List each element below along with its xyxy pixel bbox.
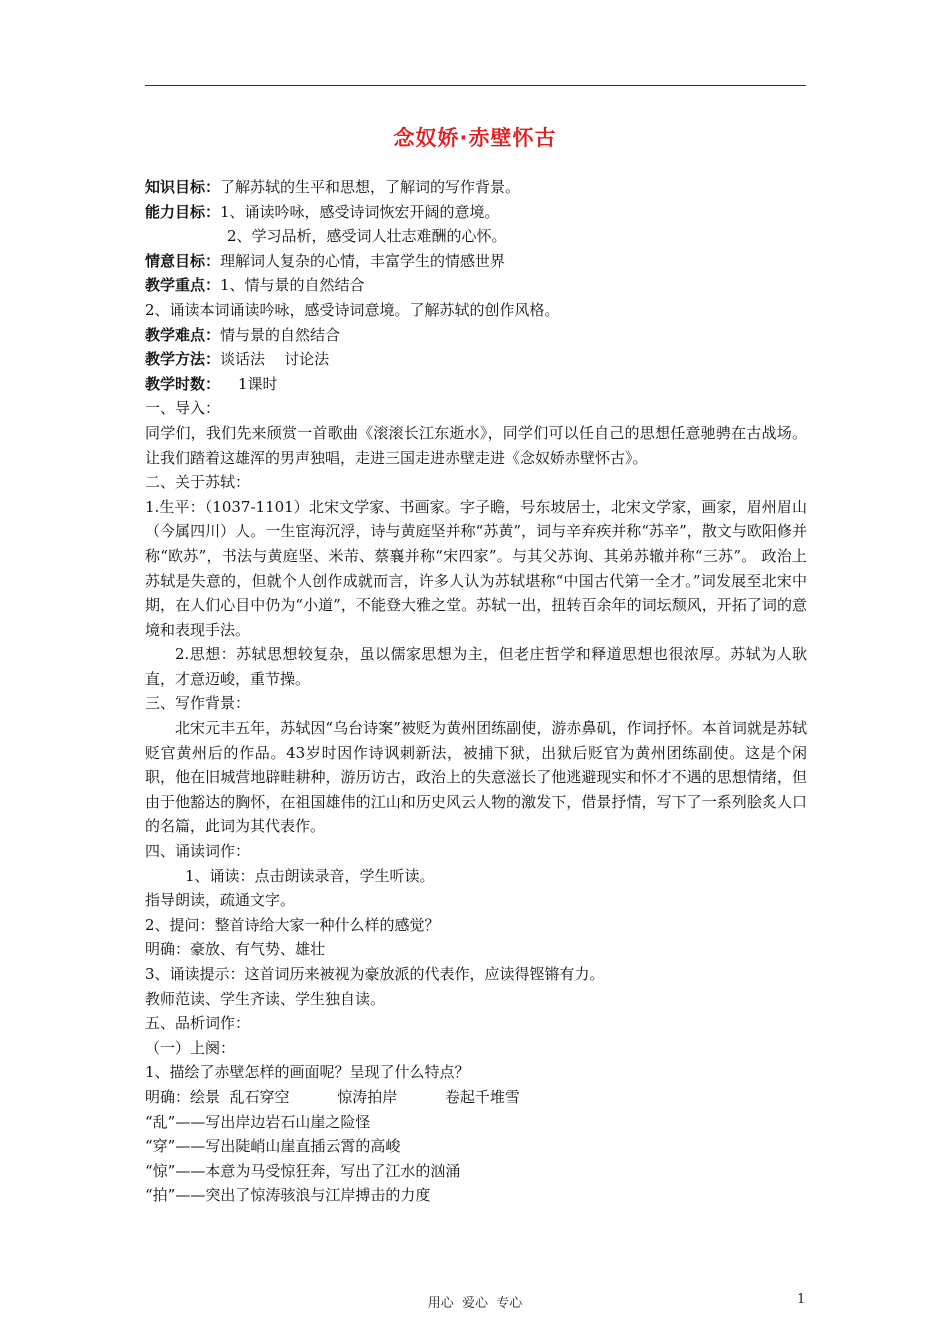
analysis-heading: 五、品析词作： — [145, 1014, 251, 1033]
teaching-focus — [145, 273, 807, 298]
page-number: 1 — [797, 1292, 806, 1307]
method-label: 教学方法： — [145, 350, 221, 369]
word-analysis-1: “乱”——写出岸边岩石山崖之险怪 — [145, 1112, 371, 1131]
reading-item-2: 2、提问：整首诗给大家一种什么样的感觉？ — [145, 915, 440, 934]
ability-label: 能力目标： — [145, 202, 221, 221]
focus-label: 教学重点： — [145, 276, 221, 295]
reading-guide: 指导朗读，疏通文字。 — [145, 891, 296, 910]
ability-text-2: 2、学习品析，感受词人壮志难酬的心怀。 — [227, 227, 507, 246]
knowledge-label: 知识目标： — [145, 178, 221, 196]
header-rule — [145, 85, 806, 86]
reading-modes: 教师范读、学生齐读、学生独自读。 — [145, 989, 386, 1008]
focus-text-1: 1、情与景的自然结合 — [220, 276, 365, 295]
document-body — [145, 175, 807, 1208]
teaching-method — [145, 347, 807, 372]
intro-heading: 一、导入： — [145, 399, 221, 418]
thought-paragraph: 2.思想：苏轼思想较复杂，虽以儒家思想为主，但老庄哲学和释道思想也很浓厚。苏轼为人耿直，才意迈峻，重节操。 — [145, 645, 807, 688]
footer-motto: 用心 爱心 专心 — [427, 1296, 523, 1311]
hours-label: 教学时数： — [145, 374, 221, 393]
background-paragraph: 北宋元丰五年，苏轼因“乌台诗案”被贬为黄州团练副使，游赤鼻矶，作词抒怀。本首词就是苏轼贬官黄州后的作品。43岁时因作诗讽刺新法，被捕下狱，出狱后贬官为黄州团练副使。这是个闲职，他在旧城营地辟畦耕种，游历访古，政治上的失意滋长了他逃避现实和怀才不遇的思想情绪，但由于他豁达的胸怀，在祖国雄伟的江山和历史风云人物的激发下，借景抒情，写下了一系列脍炙人口的名篇，此词为其代表作。 — [145, 719, 807, 836]
method-text: 谈话法 讨论法 — [220, 350, 330, 369]
difficulty-label: 教学难点： — [145, 325, 221, 344]
knowledge-objective — [145, 175, 807, 200]
word-analysis-4: “拍”——突出了惊涛骇浪与江岸搏击的力度 — [145, 1186, 431, 1205]
emotion-text: 理解词人复杂的心情，丰富学生的情感世界 — [220, 251, 506, 270]
life-paragraph: 1.生平：（1037-1101）北宋文学家、书画家。字子瞻，号东坡居士，北宋文学家，画家，眉州眉山（今属四川）人。一生宦海沉浮，诗与黄庭坚并称“苏黄”，词与辛弃疾并称“苏辛”，散文与欧阳修并称“欧苏”，书法与黄庭坚、米芾、蔡襄并称“宋四家”。与其父苏询、其弟苏辙并称“三苏”。 政治上苏轼是失意的，但就个人创作成就而言，许多人认为苏轼堪称“中国古代第一全才。”词发展至北宋中期，在人们心目中仍为“小道”，不能登大雅之堂。苏轼一出，扭转百余年的词坛颓风，开拓了词的意境和表现手法。 — [145, 497, 807, 639]
background-heading: 三、写作背景： — [145, 694, 251, 713]
ability-text-1: 1、诵读吟咏，感受诗词恢宏开阔的意境。 — [220, 202, 500, 221]
emotion-objective — [145, 249, 807, 274]
reading-item-1: 1、诵读：点击朗读录音，学生听读。 — [185, 866, 435, 885]
analysis-question-1: 1、描绘了赤壁怎样的画面呢？呈现了什么特点？ — [145, 1063, 470, 1082]
emotion-label: 情意目标： — [145, 251, 221, 270]
word-analysis-3: “惊”——本意为马受惊狂奔，写出了江水的汹涌 — [145, 1161, 461, 1180]
intro-paragraph: 同学们，我们先来颀赏一首歌曲《滚滚长江东逝水》，同学们可以任自己的思想任意驰骋在古战场。让我们踏着这雄浑的男声独唱，走进三国走进赤壁走进《念奴娇赤壁怀古》。 — [145, 423, 807, 467]
teaching-hours — [145, 372, 807, 397]
hours-text: 1课时 — [238, 374, 278, 393]
word-analysis-2: “穿”——写出陡峭山崖直插云霄的高峻 — [145, 1137, 401, 1156]
analysis-answer: 明确：绘景 乱石穿空 惊涛拍岸 卷起千堆雪 — [145, 1087, 520, 1106]
reading-heading: 四、诵读词作： — [145, 842, 251, 861]
ability-objective-2 — [145, 224, 807, 249]
page-title: 念奴娇·赤壁怀古 — [393, 126, 557, 150]
reading-item-2-answer: 明确：豪放、有气势、雄壮 — [145, 940, 326, 959]
analysis-part: （一）上阕： — [145, 1038, 236, 1057]
ability-objective — [145, 200, 807, 225]
teaching-difficulty — [145, 323, 807, 348]
difficulty-text: 情与景的自然结合 — [220, 325, 341, 344]
reading-item-3: 3、诵读提示：这首词历来被视为豪放派的代表作，应读得铿锵有力。 — [145, 965, 605, 983]
knowledge-text: 了解苏轼的生平和思想，了解词的写作背景。 — [220, 178, 521, 196]
about-heading: 二、关于苏轼： — [145, 473, 251, 492]
focus-text-2: 2、诵读本词诵读吟咏，感受诗词意境。了解苏轼的创作风格。 — [145, 300, 560, 319]
